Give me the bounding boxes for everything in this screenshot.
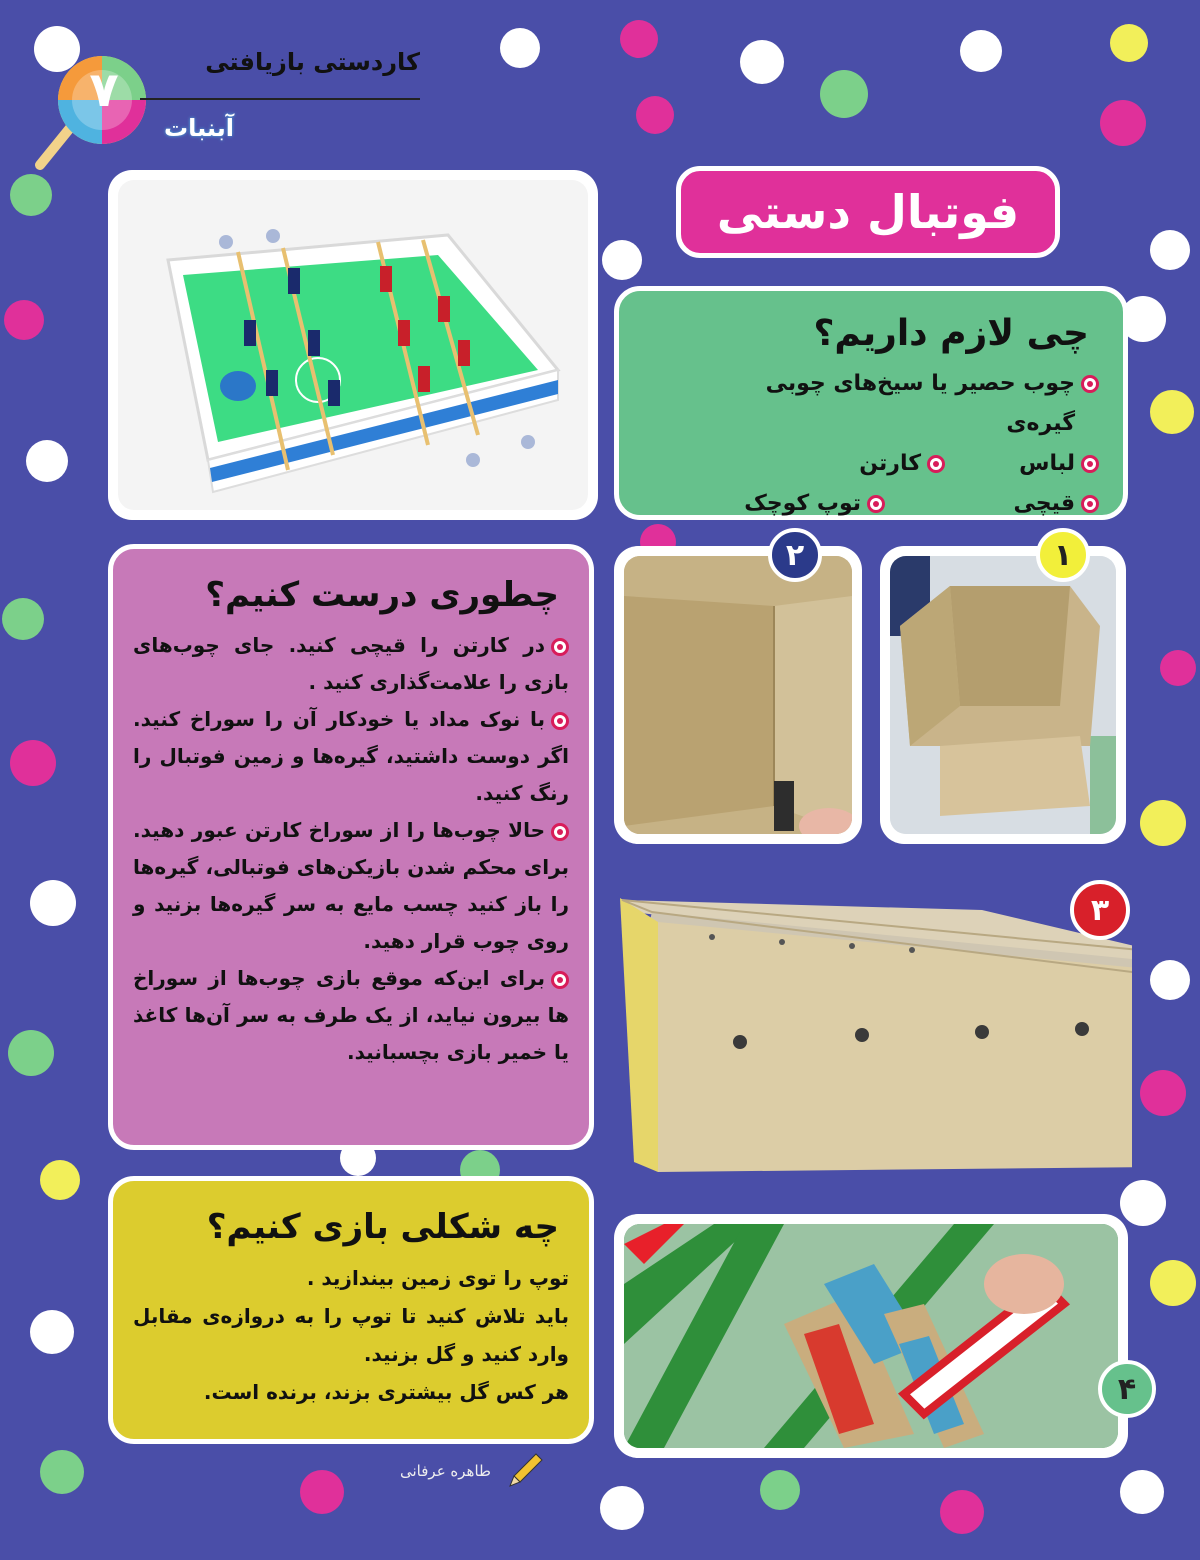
bullet-icon (1081, 375, 1099, 393)
page-title: فوتبال دستی (716, 185, 1020, 239)
step-photo-1 (880, 546, 1126, 844)
bullet-icon (927, 455, 945, 473)
list-item: گیره‌ی لباسکارتن (643, 404, 1099, 484)
bullet-icon (551, 712, 569, 730)
header-rule (140, 98, 420, 100)
box-with-holes-image (612, 882, 1132, 1172)
finished-foosball-photo (108, 170, 598, 520)
author-name: طاهره عرفانی (400, 1462, 491, 1480)
steps-card (108, 544, 594, 1150)
materials-card (614, 286, 1128, 520)
play-line: باید تلاش کنید تا توپ را به دروازه‌ی مقابل وارد کنید و گل بزنید. (133, 1304, 569, 1366)
steps-heading: چطوری درست کنیم؟ (205, 575, 559, 615)
page-header (30, 40, 430, 170)
list-item: قیچیتوپ کوچک (643, 484, 1099, 524)
bullet-icon (551, 823, 569, 841)
bullet-icon (1081, 495, 1099, 513)
bullet-icon (1081, 455, 1099, 473)
bullet-icon (867, 495, 885, 513)
pencil-icon (506, 1450, 546, 1490)
play-line: توپ را توی زمین بیندازید . (306, 1266, 569, 1290)
materials-heading: چی لازم داریم؟ (813, 313, 1089, 354)
step-badge-3: ۳ (1070, 880, 1130, 940)
step-badge-4: ۴ (1098, 1360, 1156, 1418)
list-item: چوب حصیر یا سیخ‌های چوبی (643, 364, 1099, 404)
cutting-box-image (624, 556, 852, 834)
play-heading: چه شکلی بازی کنیم؟ (206, 1207, 559, 1247)
play-text (133, 1259, 569, 1411)
step-paragraph: برای این‌که موقع بازی چوب‌ها از سوراخ ها بیرون نیاید، از یک طرف به سر آن‌ها کاغذ یا خمیر بازی بچسبانید. (133, 966, 569, 1064)
step-paragraph: حالا چوب‌ها را از سوراخ کارتن عبور دهید. برای محکم شدن بازیکن‌های فوتبالی، گیره‌ها را باز کنید چسب مایع به سر گیره‌ها بزنید و روی چوب قرار دهید. (133, 818, 569, 953)
foosball-box-image (118, 180, 588, 510)
main-title-box (676, 166, 1060, 258)
materials-list (643, 364, 1099, 524)
step-badge-1: ۱ (1036, 528, 1090, 582)
bullet-icon (551, 638, 569, 656)
step-photo-4 (614, 1214, 1128, 1458)
step-photo-3 (612, 882, 1132, 1172)
step-badge-2: ۲ (768, 528, 822, 582)
step-paragraph: با نوک مداد یا خودکار آن را سوراخ کنید. اگر دوست داشتید، گیره‌ها و زمین فوتبال را رنگ کنید. (133, 707, 569, 805)
steps-text (133, 627, 569, 1071)
step-photo-2 (614, 546, 862, 844)
coloring-clothespins-image (624, 1224, 1118, 1448)
section-title: کاردستی بازیافتی (205, 48, 420, 76)
play-card (108, 1176, 594, 1444)
bullet-icon (551, 971, 569, 989)
author-credit (400, 1450, 560, 1496)
issue-number: ۷ (89, 62, 119, 118)
play-line: هر کس گل بیشتری بزند، برنده است. (203, 1380, 569, 1404)
brand-logo: آبنبات (164, 114, 234, 142)
step-paragraph: در کارتن را قیچی کنید. جای چوب‌های بازی را علامت‌گذاری کنید . (133, 633, 569, 694)
open-box-image (890, 556, 1116, 834)
